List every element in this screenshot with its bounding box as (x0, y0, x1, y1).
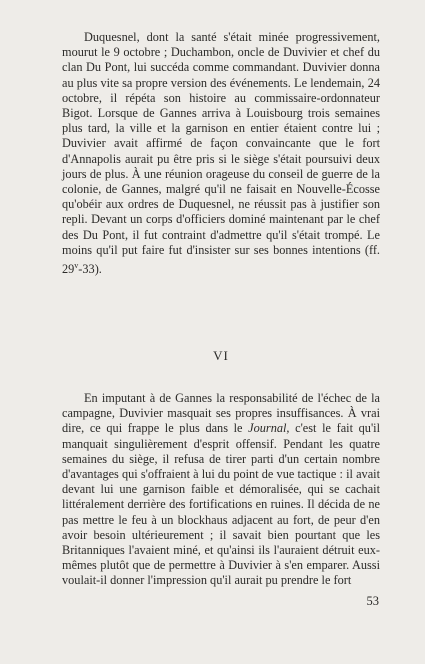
text-block-upper (62, 30, 380, 277)
page-number: 53 (366, 594, 379, 608)
paragraph-2-italic-title: Journal, (248, 421, 290, 436)
paragraph-1-text: Duquesnel, dont la santé s'était minée progressivement, mourut le 9 octobre ; Duchambon, oncle de Duvivier et chef du clan Du Pont, lui succéda comme commandant. Duvivier donna au plus vite sa propre version des événements. Le lendemain, 24 octobre, il répéta son histoire au commissaire-ordonnateur Bigot. Lorsque de Gannes arriva à Louisbourg trois semaines plus tard, la ville et la garnison en entier étaient contre lui ; Duvivier avait affirmé de façon convaincante que le fort d'Annapolis aurait pu être pris si le siège s'était poursuivi deux jours de plus. À une réunion orageuse du conseil de guerre de la colonie, de Gannes, malgré qu'il ne faisait en Nouvelle-Écosse qu'obéir aux ordres de Duquesnel, ne réussit pas à justifier son repli. Devant un corps d'officiers dominé maintenant par le chef des Du Pont, il fut contraint d'admettre qu'il s'était trompé. Le moins qu'il put faire fut d'insister sur ses bonnes intentions (ff. 29 (62, 30, 380, 277)
paragraph-1-superscript: v (74, 261, 79, 271)
section-heading: VI (213, 348, 229, 363)
paragraph-2 (62, 391, 380, 589)
paragraph-2-text-end: c'est le fait qu'il manquait singulièrement d'esprit offensif. Pendant les quatre semaines du siège, il refusa de tirer parti d'un certain nombre d'avantages qui s'offraient à lui du point de vue tactique : il avait devant lui une garnison faible et démoralisée, qui se cachait littéralement derrière des fortifications en ruines. Il décida de ne pas mettre le feu à un blockhaus adjacent au fort, de peur d'en avoir besoin ultérieurement ; il savait bien pourtant que les Britanniques l'avaient miné, et qu'ainsi ils l'auraient détruit eux-mêmes plutôt que de permettre à Duvivier à s'en emparer. Aussi voulait-il donner l'impression qu'il aurait pu prendre le fort (62, 421, 380, 588)
paragraph-1 (62, 30, 380, 277)
paragraph-1-text-end: -33). (78, 262, 102, 277)
text-block-lower (62, 391, 380, 589)
paragraph-2-text-start: En imputant à de Gannes la responsabilité de l'échec de la campagne, Duvivier masquait ses propres insuffisances. À vrai dire, ce qui frappe le plus dans le (62, 391, 380, 436)
